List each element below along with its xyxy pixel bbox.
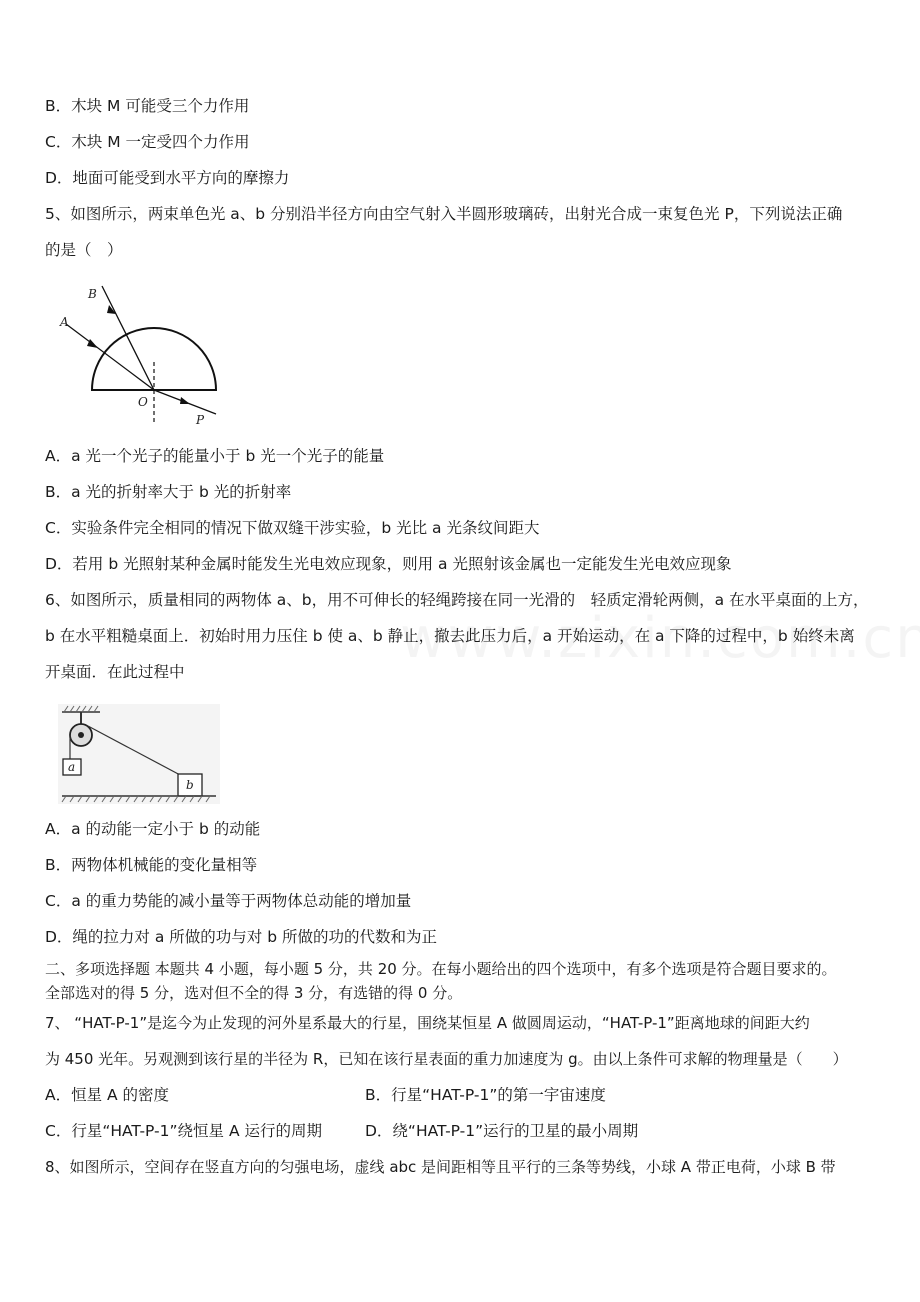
q5-option-d: D．若用 b 光照射某种金属时能发生光电效应现象，则用 a 光照射该金属也一定能发生光电效应现象 xyxy=(45,555,732,573)
q8-stem-line1: 8、如图所示，空间存在竖直方向的匀强电场，虚线 abc 是间距相等且平行的三条等势线，小球 A 带正电荷，小球 B 带 xyxy=(45,1158,836,1176)
label-p: P xyxy=(196,413,205,427)
ray-a xyxy=(66,324,154,390)
q5-figure-semicircle-prism xyxy=(50,282,230,432)
q6-option-a: A．a 的动能一定小于 b 的动能 xyxy=(45,820,261,838)
q4-option-b: B．木块 M 可能受三个力作用 xyxy=(45,97,250,115)
label-a: A xyxy=(60,315,69,329)
q7-stem-line2: 为 450 光年。另观测到该行星的半径为 R，已知在该行星表面的重力加速度为 g。由以上条件可求解的物理量是（ ） xyxy=(45,1050,848,1068)
q6-option-b: B．两物体机械能的变化量相等 xyxy=(45,856,258,874)
q5-stem-line1: 5、如图所示，两束单色光 a、b 分别沿半径方向由空气射入半圆形玻璃砖，出射光合成一束复色光 P，下列说法正确 xyxy=(45,205,843,223)
q6-stem-line3: 开桌面．在此过程中 xyxy=(45,663,185,681)
label-o: O xyxy=(138,395,148,409)
label-block-a: a xyxy=(68,760,76,774)
q5-option-b: B．a 光的折射率大于 b 光的折射率 xyxy=(45,483,292,501)
q4-option-c: C．木块 M 一定受四个力作用 xyxy=(45,133,250,151)
q5-stem-line2: 的是（ ） xyxy=(45,241,123,259)
ray-b xyxy=(102,286,154,390)
q6-option-d: D．绳的拉力对 a 所做的功与对 b 所做的功的代数和为正 xyxy=(45,928,437,946)
section2-line1: 二、多项选择题 本题共 4 小题，每小题 5 分，共 20 分。在每小题给出的四个选项中，有多个选项是符合题目要求的。 xyxy=(45,960,837,978)
q7-option-a: A．恒星 A 的密度 xyxy=(45,1086,170,1104)
q5-option-c: C．实验条件完全相同的情况下做双缝干涉实验，b 光比 a 光条纹间距大 xyxy=(45,519,540,537)
q4-option-d: D．地面可能受到水平方向的摩擦力 xyxy=(45,169,290,187)
q5-option-a: A．a 光一个光子的能量小于 b 光一个光子的能量 xyxy=(45,447,385,465)
q6-stem-line2: b 在水平粗糙桌面上．初始时用力压住 b 使 a、b 静止，撤去此压力后，a 开始运动，在 a 下降的过程中，b 始终未离 xyxy=(45,627,855,645)
q6-figure-pulley xyxy=(58,704,220,804)
q7-option-d: D．绕“HAT-P-1”运行的卫星的最小周期 xyxy=(365,1122,639,1140)
semicircle-glass xyxy=(92,328,216,390)
q7-option-c: C．行星“HAT-P-1”绕恒星 A 运行的周期 xyxy=(45,1122,322,1140)
label-b: B xyxy=(88,287,97,301)
q7-stem-line1: 7、 “HAT-P-1”是迄今为止发现的河外星系最大的行星，围绕某恒星 A 做圆周运动，“HAT-P-1”距离地球的间距大约 xyxy=(45,1014,810,1032)
q7-option-b: B．行星“HAT-P-1”的第一宇宙速度 xyxy=(365,1086,606,1104)
q6-option-c: C．a 的重力势能的减小量等于两物体总动能的增加量 xyxy=(45,892,412,910)
q6-stem-line1: 6、如图所示，质量相同的两物体 a、b，用不可伸长的轻绳跨接在同一光滑的 轻质定滑轮两侧，a 在水平桌面的上方， xyxy=(45,591,869,609)
section2-line2: 全部选对的得 5 分，选对但不全的得 3 分，有选错的得 0 分。 xyxy=(45,984,463,1002)
label-block-b: b xyxy=(186,778,194,792)
